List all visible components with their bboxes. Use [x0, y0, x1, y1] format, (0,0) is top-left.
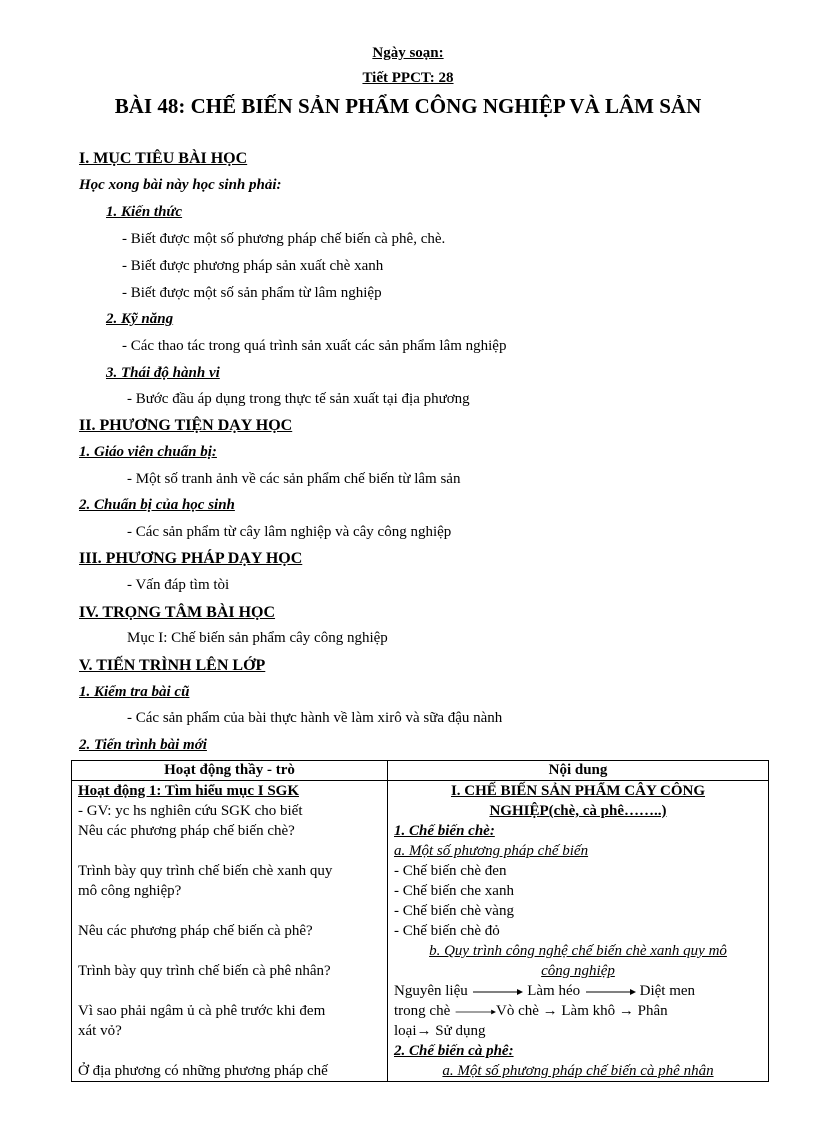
process-line — [394, 1021, 762, 1041]
activity-question: Vì sao phải ngâm ủ cà phê trước khi đem — [78, 1003, 326, 1019]
activity-question: Trình bày quy trình chế biến chè xanh quy — [78, 863, 333, 879]
process-step: loại — [394, 1023, 417, 1039]
review-heading: 1. Kiểm tra bài cũ — [79, 684, 190, 700]
process-step: Làm héo — [527, 983, 581, 999]
tea-method: - Chế biến chè đỏ — [394, 923, 500, 939]
attitude-item: - Bước đầu áp dụng trong thực tế sản xuất tại địa phương — [127, 391, 470, 407]
coffee-heading: 2. Chế biến cà phê: — [394, 1043, 514, 1059]
knowledge-item: - Biết được một số sản phẩm từ lâm nghiệp — [122, 285, 382, 301]
content-heading: I. CHẾ BIẾN SẢN PHẨM CÂY CÔNG — [450, 783, 706, 799]
teacher-prep-heading: 1. Giáo viên chuẩn bị: — [79, 444, 217, 460]
skills-heading: 2. Kỹ năng — [106, 311, 174, 327]
process-step: trong chè — [394, 1003, 451, 1019]
activity-heading: Hoạt động 1: Tìm hiểu mục I SGK — [78, 783, 300, 799]
table-row — [72, 781, 769, 1082]
focus-item: Mục I: Chế biến sản phẩm cây công nghiệp — [127, 630, 388, 646]
column-header-content: Nội dung — [388, 761, 769, 781]
activity-question: Nêu các phương pháp chế biến cà phê? — [78, 923, 313, 939]
activities-cell — [72, 781, 388, 1082]
process-step: Vò chè — [495, 1003, 539, 1019]
activity-question: mô công nghiệp? — [78, 883, 182, 899]
activity-question: xát vỏ? — [78, 1023, 122, 1039]
green-tea-process-heading: b. Quy trình công nghệ chế biến chè xanh quy mô — [429, 943, 727, 959]
section-focus-heading: IV. TRỌNG TÂM BÀI HỌC — [79, 604, 276, 621]
process-step: Diệt men — [639, 983, 696, 999]
content-heading: NGHIỆP(chè, cà phê……..) — [489, 803, 667, 819]
section-methods-heading: III. PHƯƠNG PHÁP DẠY HỌC — [79, 550, 303, 567]
new-lesson-heading: 2. Tiến trình bài mới — [79, 737, 207, 753]
section-materials-heading: II. PHƯƠNG TIỆN DẠY HỌC — [79, 417, 293, 434]
student-prep-heading: 2. Chuẩn bị của học sinh — [79, 497, 235, 513]
arrow-right-icon: → — [416, 1023, 432, 1039]
activity-line: - GV: yc hs nghiên cứu SGK cho biết — [78, 803, 303, 819]
knowledge-item: - Biết được một số phương pháp chế biến cà phê, chè. — [122, 231, 446, 247]
arrow-right-icon: → — [542, 1003, 558, 1019]
teacher-prep-item: - Một số tranh ảnh về các sản phẩm chế biến từ lâm sản — [127, 471, 461, 487]
methods-item: - Vấn đáp tìm tòi — [127, 577, 230, 593]
section-objectives-heading: I. MỤC TIÊU BÀI HỌC — [79, 150, 248, 167]
green-tea-process-heading: công nghiệp — [541, 963, 615, 979]
tea-method: - Chế biến chè vàng — [394, 903, 514, 919]
process-step: Sử dụng — [435, 1023, 486, 1039]
skills-item: - Các thao tác trong quá trình sản xuất các sản phẩm lâm nghiệp — [122, 338, 507, 354]
arrow-right-icon — [584, 987, 636, 997]
coffee-methods-heading: a. Một số phương pháp chế biến cà phê nhân — [442, 1063, 714, 1079]
tea-method: - Chế biến che xanh — [394, 883, 514, 899]
period-label: Tiết PPCT: 28 — [362, 70, 454, 86]
review-item: - Các sản phẩm của bài thực hành về làm xirô và sữa đậu nành — [127, 710, 503, 726]
arrow-right-icon — [454, 1007, 496, 1017]
column-header-activities: Hoạt động thầy - trò — [72, 761, 388, 781]
knowledge-item: - Biết được phương pháp sản xuất chè xanh — [122, 258, 384, 274]
activity-question: Ở địa phương có những phương pháp chế — [78, 1063, 328, 1079]
process-line — [394, 1001, 762, 1021]
activity-question: Nêu các phương pháp chế biến chè? — [78, 823, 295, 839]
attitude-heading: 3. Thái độ hành vi — [106, 365, 220, 381]
tea-heading: 1. Chế biến chè: — [394, 823, 495, 839]
activity-question: Trình bày quy trình chế biến cà phê nhân? — [78, 963, 331, 979]
page-title: BÀI 48: CHẾ BIẾN SẢN PHẨM CÔNG NGHIỆP VÀ LÂM SẢN — [114, 94, 702, 118]
process-step: Làm khô — [561, 1003, 616, 1019]
section-procedure-heading: V. TIẾN TRÌNH LÊN LỚP — [79, 657, 266, 674]
tea-methods-heading: a. Một số phương pháp chế biến — [394, 843, 589, 859]
objectives-intro: Học xong bài này học sinh phải: — [79, 177, 282, 193]
process-line — [394, 981, 762, 1001]
knowledge-heading: 1. Kiến thức — [106, 204, 183, 220]
process-step: Nguyên liệu — [394, 983, 468, 999]
date-label: Ngày soạn: — [372, 45, 444, 61]
process-step: Phân — [637, 1003, 668, 1019]
tea-method: - Chế biến chè đen — [394, 863, 507, 879]
arrow-right-icon — [471, 987, 523, 997]
lesson-table — [71, 760, 769, 1082]
student-prep-item: - Các sản phẩm từ cây lâm nghiệp và cây công nghiệp — [127, 524, 452, 540]
arrow-right-icon: → — [618, 1003, 634, 1019]
content-cell — [388, 781, 769, 1082]
table-header-row — [72, 761, 769, 781]
